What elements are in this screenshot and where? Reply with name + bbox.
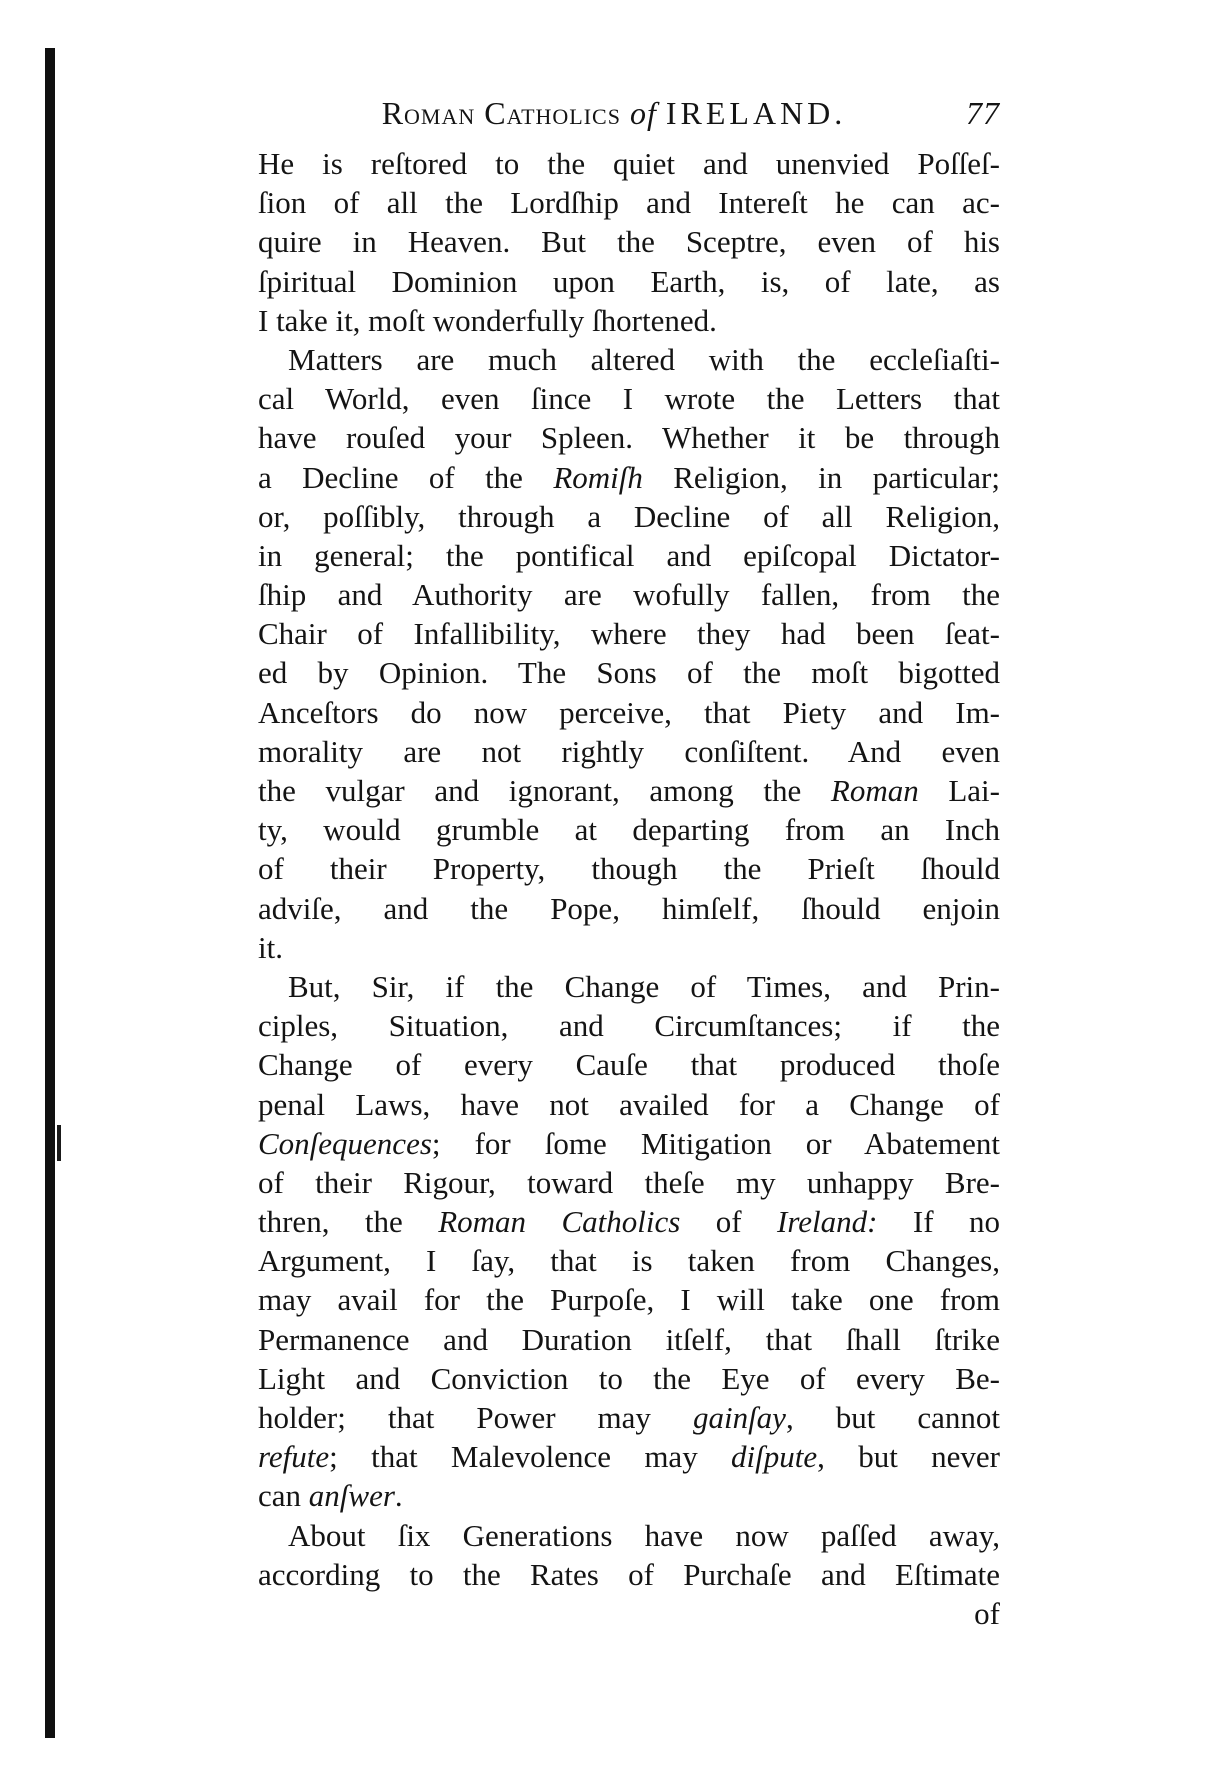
text-line [258, 1202, 1000, 1241]
text-line [258, 1555, 1000, 1594]
italic-text: Roman Catholics [438, 1204, 681, 1240]
paragraph [258, 1516, 1000, 1594]
text-line [258, 183, 1000, 222]
text-line [258, 889, 1000, 928]
text-run: Permanence and Duration itſelf, that ſhall ſtrike [258, 1321, 1000, 1357]
text-line [258, 144, 1000, 183]
running-head [258, 82, 1000, 144]
binding-edge [45, 48, 55, 1738]
text-line [258, 1359, 1000, 1398]
text-run: But, Sir, if the Change of Times, and Prin- [288, 968, 1000, 1004]
text-run: of [680, 1204, 778, 1240]
text-line [258, 497, 1000, 536]
running-head-catholics: Catholics [484, 95, 621, 131]
text-line [258, 1006, 1000, 1045]
text-line [258, 1476, 1000, 1515]
text-line [258, 967, 1000, 1006]
text-run: , but never [817, 1439, 1000, 1475]
text-line [258, 301, 1000, 340]
running-head-roman: Roman [381, 95, 476, 131]
text-run: in general; the pontifical and epiſcopal Dictator- [258, 537, 1000, 573]
text-line [258, 614, 1000, 653]
text-run: ciples, Situation, and Circumſtances; if the [258, 1008, 1000, 1044]
binding-notch [57, 1125, 61, 1161]
text-run: quire in Heaven. But the Sceptre, even of his [258, 224, 1000, 260]
text-run: Anceſtors do now perceive, that Piety and Im- [258, 694, 1000, 730]
text-line [258, 771, 1000, 810]
italic-text: Romiſh [553, 459, 643, 495]
text-run: Religion, in particular; [642, 459, 1000, 495]
text-run: the vulgar and ignorant, among the [258, 773, 831, 808]
text-line [258, 458, 1000, 497]
text-line [258, 340, 1000, 379]
text-run: thren, the [258, 1204, 439, 1240]
text-run: ſpiritual Dominion upon Earth, is, of late, as [258, 263, 1000, 299]
text-run: . [394, 1478, 403, 1514]
italic-text: anſwer [308, 1478, 395, 1514]
paragraph [258, 340, 1000, 967]
catchword: of [974, 1595, 1000, 1631]
text-run: of their Property, though the Prieſt ſhould [258, 851, 1000, 887]
running-head-title [382, 82, 847, 144]
text-run: He is reſtored to the quiet and unenvied Poſſeſ- [258, 146, 1000, 181]
text-line [258, 849, 1000, 888]
text-line [258, 1280, 1000, 1319]
text-run: a Decline of the [258, 459, 554, 495]
text-run: ; for ſome Mitigation or Abatement [431, 1125, 1000, 1161]
text-run: it. [258, 929, 283, 965]
text-line [258, 1320, 1000, 1359]
text-line [258, 1437, 1000, 1476]
text-run: holder; that Power may [258, 1400, 693, 1435]
text-run: Light and Conviction to the Eye of every Be- [258, 1360, 1000, 1396]
text-line [258, 928, 1000, 967]
running-head-of: of [629, 95, 657, 131]
text-run: ed by Opinion. The Sons of the moſt bigotted [258, 655, 1000, 691]
paragraph [258, 144, 1000, 340]
body-text [258, 144, 1000, 1594]
text-run: can [258, 1478, 309, 1514]
text-line [258, 222, 1000, 261]
text-run: Chair of Infallibility, where they had been ſeat- [258, 616, 1000, 652]
text-line [258, 379, 1000, 418]
text-run: , but cannot [785, 1400, 1000, 1435]
text-line [258, 1516, 1000, 1555]
text-run: or, poſſibly, through a Decline of all Religion, [258, 498, 1000, 534]
text-run: Matters are much altered with the eccleſiaſti- [288, 341, 1000, 377]
text-line [258, 1045, 1000, 1084]
text-run: Lai- [918, 773, 1000, 808]
italic-text: diſpute [731, 1439, 818, 1475]
text-run: I take it, moſt wonderfully ſhortened. [258, 302, 717, 338]
text-run: cal World, even ſince I wrote the Letters that [258, 381, 1000, 417]
text-run: morality are not rightly conſiſtent. And even [258, 733, 1000, 769]
page-number: 77 [966, 95, 1000, 131]
text-run: of their Rigour, toward theſe my unhappy Bre- [258, 1164, 1000, 1200]
text-run: have rouſed your Spleen. Whether it be through [258, 420, 1000, 456]
text-line [258, 693, 1000, 732]
text-line [258, 1085, 1000, 1124]
italic-text: gainſay [692, 1400, 786, 1435]
book-page [258, 82, 1000, 1633]
text-run: ſion of all the Lordſhip and Intereſt he can ac- [258, 185, 1000, 221]
text-run: penal Laws, have not availed for a Change of [258, 1086, 1000, 1122]
text-line [258, 536, 1000, 575]
text-run: according to the Rates of Purchaſe and Eſtimate [258, 1556, 1000, 1592]
text-line [258, 810, 1000, 849]
text-line [258, 653, 1000, 692]
text-run: ; that Malevolence may [329, 1439, 732, 1475]
text-line [258, 575, 1000, 614]
text-run: ty, would grumble at departing from an Inch [258, 812, 1000, 848]
paragraph [258, 967, 1000, 1516]
text-line [258, 1241, 1000, 1280]
text-run: adviſe, and the Pope, himſelf, ſhould enjoin [258, 890, 1000, 926]
text-line [258, 262, 1000, 301]
italic-text: Roman [830, 773, 919, 808]
text-line [258, 1124, 1000, 1163]
text-run: About ſix Generations have now paſſed away, [288, 1517, 1000, 1553]
text-run: Change of every Cauſe that produced thoſe [258, 1047, 1000, 1083]
text-line [258, 1398, 1000, 1437]
italic-text: Conſequences [258, 1125, 432, 1161]
running-head-ireland: IRELAND. [665, 95, 847, 131]
text-run: ſhip and Authority are wofully fallen, from the [258, 577, 1000, 613]
text-run: may avail for the Purpoſe, I will take one from [258, 1282, 1000, 1318]
text-run: Argument, I ſay, that is taken from Changes, [258, 1243, 1000, 1279]
italic-text: Ireland: [777, 1204, 878, 1240]
italic-text: refute [258, 1439, 330, 1475]
text-line [258, 1163, 1000, 1202]
text-run: If no [877, 1204, 1000, 1240]
text-line [258, 418, 1000, 457]
text-line [258, 732, 1000, 771]
